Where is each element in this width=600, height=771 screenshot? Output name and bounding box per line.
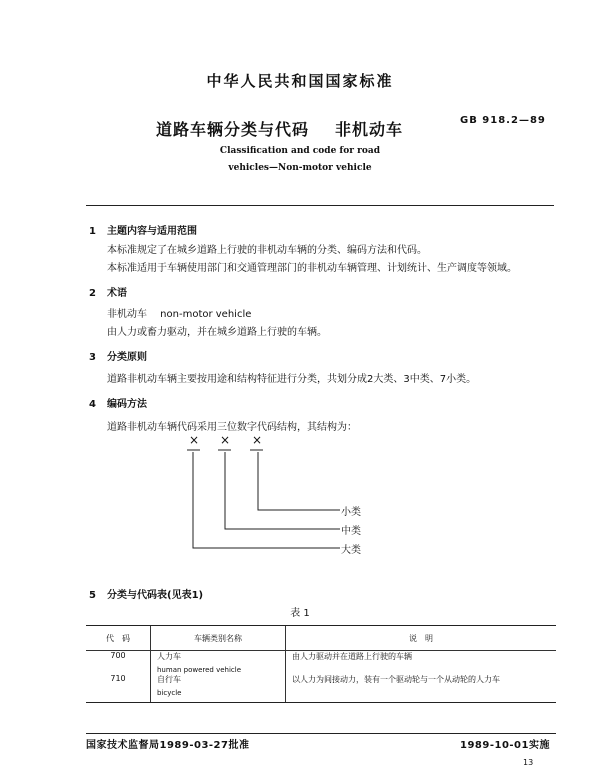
english-title-line2: vehicles—Non-motor vehicle <box>228 163 372 173</box>
section-1-heading: 1 主题内容与适用范围 <box>89 226 197 237</box>
section-3-paragraph: 道路非机动车辆主要按用途和结构特征进行分类，共划分成2大类、3中类、7小类。 <box>107 374 477 385</box>
code-mark-large: × <box>189 433 200 447</box>
cell-name <box>151 651 286 675</box>
english-title-line1: Classification and code for road <box>219 146 381 156</box>
page-number: 13 <box>523 758 534 767</box>
section-2-heading: 2 术语 <box>89 288 127 299</box>
code-mark-medium: × <box>220 433 231 447</box>
section-1-paragraph-1: 本标准规定了在城乡道路上行驶的非机动车辆的分类、编码方法和代码。 <box>107 245 427 256</box>
section-5-heading: 5 分类与代码表(见表1) <box>89 590 204 601</box>
footer-rule <box>86 733 556 734</box>
table-caption: 表 1 <box>290 608 310 619</box>
standard-code: GB 918.2—89 <box>460 115 546 126</box>
cell-code: 710 <box>86 674 151 703</box>
section-2-term: 非机动车 non-motor vehicle <box>107 309 252 320</box>
title-sub: 非机动车 <box>335 120 404 139</box>
section-4-paragraph: 道路非机动车辆代码采用三位数字代码结构，其结构为： <box>107 422 357 433</box>
cell-description: 以人力为间接动力，装有一个驱动轮与一个从动轮的人力车 <box>286 674 557 703</box>
title-main: 道路车辆分类与代码 <box>156 120 310 139</box>
cell-name-en: bicycle <box>157 689 182 697</box>
connector-large <box>193 452 340 548</box>
cell-name-cn: 自行车 <box>157 675 181 684</box>
code-mark-small: × <box>252 433 263 447</box>
cell-name <box>151 674 286 703</box>
table-row <box>86 651 556 675</box>
table-row <box>86 674 556 703</box>
national-standard-heading: 中华人民共和国国家标准 <box>206 72 394 90</box>
cell-name-cn: 人力车 <box>157 652 181 661</box>
section-4-heading: 4 编码方法 <box>89 399 147 410</box>
cell-name-en: human powered vehicle <box>157 666 242 674</box>
column-header-description: 说 明 <box>286 626 557 651</box>
column-header-name: 车辆类别名称 <box>151 626 286 651</box>
cell-code: 700 <box>110 651 126 660</box>
classification-table <box>86 625 556 703</box>
cell-description: 由人力驱动并在道路上行驶的车辆 <box>286 651 557 675</box>
implementation-date: 1989-10-01实施 <box>460 740 550 751</box>
column-header-code: 代 码 <box>86 626 151 651</box>
section-2-definition: 由人力或畜力驱动，并在城乡道路上行驶的车辆。 <box>107 327 327 338</box>
section-3-heading: 3 分类原则 <box>89 352 147 363</box>
label-small-category: 小类 <box>341 507 361 518</box>
section-1-paragraph-2: 本标准适用于车辆使用部门和交通管理部门的非机动车辆管理、计划统计、生产调度等领域。 <box>107 263 517 274</box>
connector-medium <box>225 452 340 529</box>
label-medium-category: 中类 <box>341 526 361 537</box>
connector-small <box>258 452 340 510</box>
label-large-category: 大类 <box>341 545 361 556</box>
approval-line: 国家技术监督局1989-03-27批准 <box>86 740 250 751</box>
